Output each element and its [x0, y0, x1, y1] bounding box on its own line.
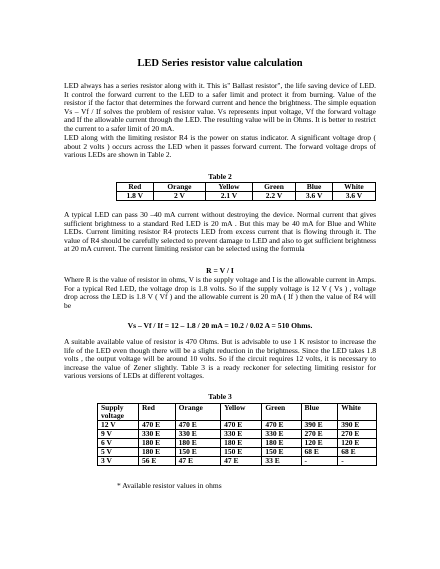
table3-cell: 3 V [98, 457, 139, 466]
table3-caption: Table 3 [208, 392, 232, 401]
table2-cell: 1.8 V [117, 192, 154, 201]
paragraph-intro: LED always has a series resistor along with it. This is" Ballast resistor", the life saving device of LED. It control the forward current to the LED to a safer limit and protect it from burning. Value of the resistor if the factor that determines the forward current and hence the brightness. The simple equation Vs – Vf / If solves the problem of resistor value. Vs represents input voltage, Vf the forward voltage and If the allowable current through the LED. The resulting value will be in Ohms. It is better to restrict the current to a safer limit of 20 mA. [64, 81, 376, 133]
table3-cell: 68 E [338, 448, 377, 457]
table3-cell: 330 E [221, 430, 262, 439]
table3-cell: 150 E [175, 448, 220, 457]
table3-header-blue: Blue [301, 404, 338, 421]
table3-cell: 270 E [301, 430, 338, 439]
formula-ohms-law: R = V / I [206, 266, 234, 275]
table3-header-orange: Orange [175, 404, 220, 421]
table2-caption: Table 2 [208, 172, 232, 181]
table3-cell: 330 E [175, 430, 220, 439]
table2-header-green: Green [252, 183, 296, 192]
table2-cell: 2.2 V [252, 192, 296, 201]
table3-cell: 330 E [139, 430, 176, 439]
table3-cell: 390 E [301, 421, 338, 430]
table3-header-yellow: Yellow [221, 404, 262, 421]
table3-header-red: Red [139, 404, 176, 421]
table3-cell: 470 E [139, 421, 176, 430]
table2-header-yellow: Yellow [206, 183, 252, 192]
table3-cell: 9 V [98, 430, 139, 439]
table2-header-blue: Blue [296, 183, 333, 192]
table3-cell: 180 E [221, 439, 262, 448]
table3-cell: 33 E [262, 457, 301, 466]
table3-cell: - [301, 457, 338, 466]
table2-cell: 3.6 V [332, 192, 375, 201]
table3-cell: 390 E [338, 421, 377, 430]
table2-header-orange: Orange [153, 183, 206, 192]
table-row [117, 192, 376, 201]
table3-cell: 180 E [262, 439, 301, 448]
table-row [117, 183, 376, 192]
paragraph-selection: A suitable available value of resistor is 470 Ohms. But is advisable to use 1 K resistor to increase the life of the LED even though there will be a slight reduction in the brightness. Since the LED takes 1.8 volts , the output voltage will be around 10 volts. So if the circuit requires 12 volts, it is necessary to increase the value of Zener slightly. Table 3 is a ready reckoner for selecting limiting resistor for various versions of LEDs at different voltages. [64, 337, 376, 381]
table-resistor-values [97, 403, 377, 466]
table3-cell: 470 E [262, 421, 301, 430]
table3-cell: 470 E [221, 421, 262, 430]
formula-r4: Vs – Vf / If = 12 – 1.8 / 20 mA = 10.2 / 0.02 A = 510 Ohms. [127, 321, 313, 330]
table3-header-white: White [338, 404, 377, 421]
footnote: * Available resistor values in ohms [117, 481, 222, 490]
table3-cell: 180 E [139, 439, 176, 448]
table3-cell: 120 E [338, 439, 377, 448]
paragraph-indicator: LED along with the limiting resistor R4 is the power on status indicator. A significant voltage drop ( about 2 volts ) occurs across the LED when it passes forward current. The forward voltage drops of various LEDs are shown in Table 2. [64, 133, 376, 160]
table3-cell: 180 E [175, 439, 220, 448]
table3-cell: 47 E [221, 457, 262, 466]
table2-cell: 2 V [153, 192, 206, 201]
table2-cell: 2.1 V [206, 192, 252, 201]
table3-cell: 12 V [98, 421, 139, 430]
table3-cell: 5 V [98, 448, 139, 457]
table3-cell: 120 E [301, 439, 338, 448]
table3-cell: 56 E [139, 457, 176, 466]
table3-cell: 270 E [338, 430, 377, 439]
paragraph-current: A typical LED can pass 30 –40 mA current without destroying the device. Normal current that gives sufficient brightness to a standard Red LED is 20 mA . But this may be 40 mA for Blue and White LEDs. Current limiting resistor R4 protects LED from excess current that is flowing through it. The value of R4 should be carefully selected to prevent damage to LED and also to get sufficient brightness at 20 mA current. The current limiting resistor can be selected using the formula [64, 210, 376, 254]
table-row [98, 404, 377, 421]
table-forward-voltage [116, 182, 376, 201]
table3-cell: 47 E [175, 457, 220, 466]
table3-cell: 470 E [175, 421, 220, 430]
table3-cell: 150 E [221, 448, 262, 457]
paragraph-calculation: Where R is the value of resistor in ohms, V is the supply voltage and I is the allowable current in Amps. For a typical Red LED, the voltage drop is 1.8 volts. So if the supply voltage is 12 V ( Vs ) , voltage drop across the LED is 1.8 V ( Vf ) and the allowable current is 20 mA ( If ) then the value of R4 will be [64, 275, 376, 310]
table3-header-green: Green [262, 404, 301, 421]
table2-header-red: Red [117, 183, 154, 192]
table2-header-white: White [332, 183, 375, 192]
table-row [98, 457, 377, 466]
table3-cell: 180 E [139, 448, 176, 457]
table3-cell: 150 E [262, 448, 301, 457]
table3-cell: 330 E [262, 430, 301, 439]
page-title: LED Series resistor value calculation [137, 58, 303, 69]
table2-cell: 3.6 V [296, 192, 333, 201]
table3-cell: - [338, 457, 377, 466]
table3-cell: 68 E [301, 448, 338, 457]
table3-cell: 6 V [98, 439, 139, 448]
table3-header-supply: Supply voltage [98, 404, 139, 421]
